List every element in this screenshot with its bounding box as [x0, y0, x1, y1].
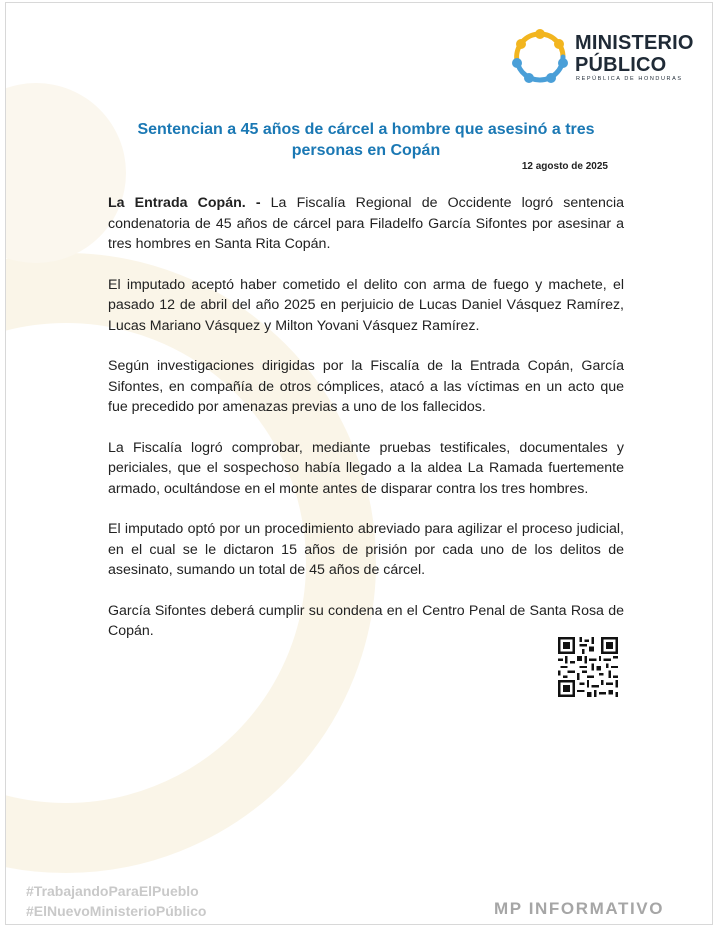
lead-dateline: La Entrada Copán. -	[108, 195, 261, 211]
mp-informativo-brand: MP INFORMATIVO	[494, 899, 665, 918]
ministerio-publico-logo	[509, 25, 699, 87]
paragraph-4: La Fiscalía logró comprobar, mediante pruebas testificales, documentales y periciales, que el sospechoso había llegado a la aldea La Ramada fuertemente armado, ocultándose en el monte antes de disparar contra los tres hombres.	[108, 439, 624, 497]
hashtag-2: #ElNuevoMinisterioPúblico	[26, 903, 207, 919]
ministerio-publico-logo-icon	[509, 25, 571, 87]
document-page	[5, 2, 713, 925]
paragraph-6: García Sifontes deberá cumplir su condena en el Centro Penal de Santa Rosa de Copán.	[108, 602, 624, 639]
paragraph-1-text: La Fiscalía Regional de Occidente logró sentencia condenatoria de 45 años de cárcel para Filadelfo García Sifontes por asesinar a tres hombres en Santa Rita Copán.	[108, 195, 624, 252]
paragraph-5: El imputado optó por un procedimiento abreviado para agilizar el proceso judicial, en el cual se le dictaron 15 años de prisión por cada uno de los delitos de asesinato, sumando un total de 45 años de cárcel.	[108, 521, 624, 578]
paragraph-3: Según investigaciones dirigidas por la Fiscalía de la Entrada Copán, García Sifontes, en compañía de otros cómplices, atacó a las víctimas en un acto que fue precedido por amenazas previas a uno de los fallecidos.	[108, 358, 624, 415]
logo-subtitle: REPÚBLICA DE HONDURAS	[576, 76, 683, 82]
logo-title-line1: MINISTERIO	[575, 32, 694, 54]
paragraph-2: El imputado aceptó haber cometido el delito con arma de fuego y machete, el pasado 12 de abril del año 2025 en perjuicio de Lucas Daniel Vásquez Ramírez, Lucas Mariano Vásquez y Milton Yovani Vásquez Ramírez.	[108, 276, 624, 334]
paragraph-1	[108, 193, 624, 255]
hashtag-1: #TrabajandoParaElPueblo	[26, 883, 199, 899]
qr-code-icon	[558, 637, 618, 697]
hashtags	[26, 881, 206, 921]
logo-title-line2: PÚBLICO	[575, 54, 667, 76]
article-body	[108, 193, 624, 662]
article-date: 12 agosto de 2025	[521, 161, 608, 172]
article-title: Sentencian a 45 años de cárcel a hombre que asesinó a tres personas en Copán	[137, 121, 595, 159]
